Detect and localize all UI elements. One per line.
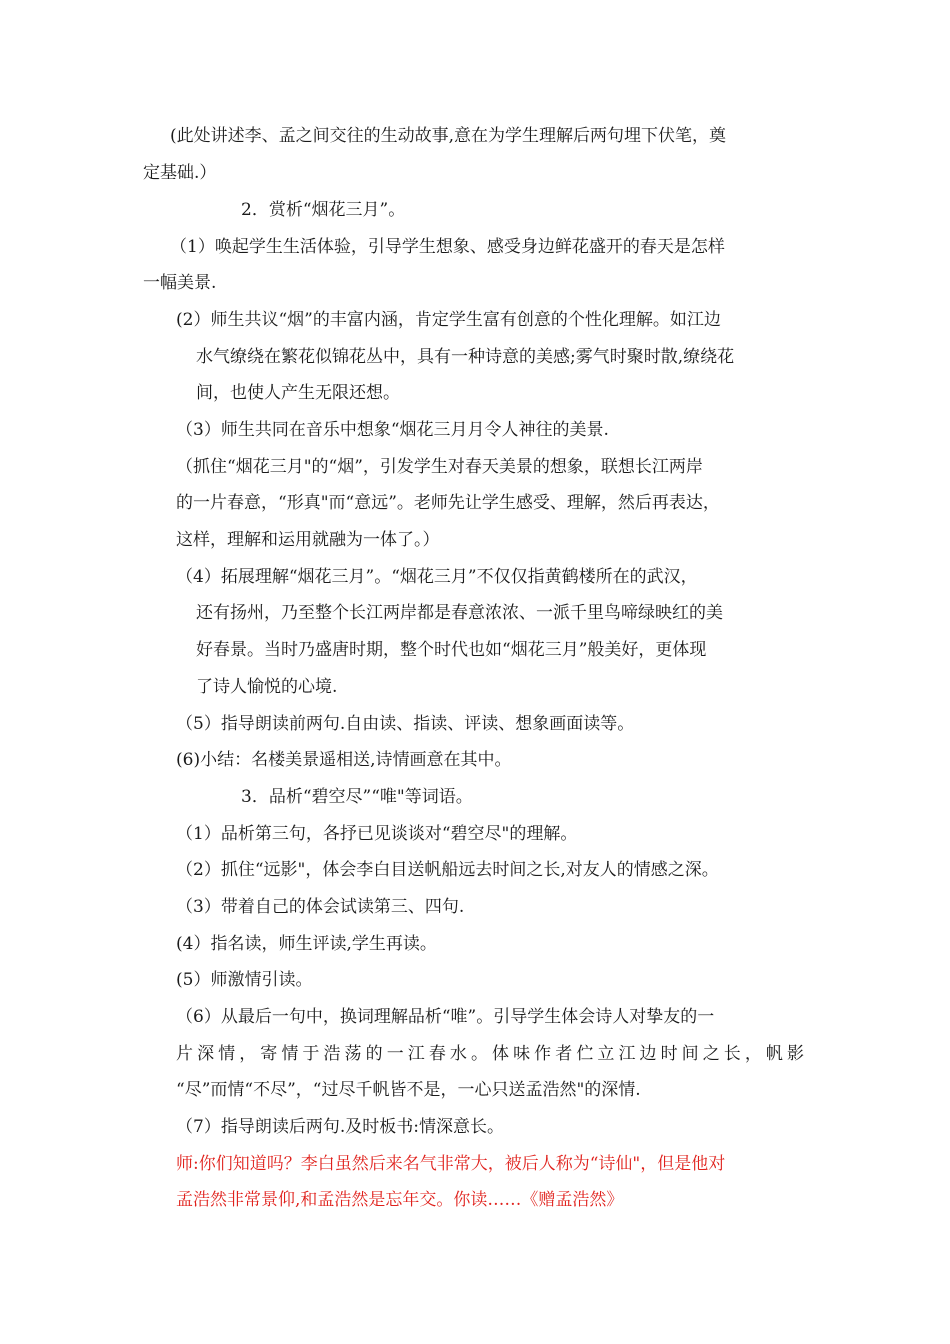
- text-line: (此处讲述李、孟之间交往的生动故事,意在为学生理解后两句埋下伏笔，奠: [170, 126, 727, 146]
- text-line: （1）唤起学生生活体验，引导学生想象、感受身边鲜花盛开的春天是怎样: [170, 237, 725, 257]
- text-line: “尽”而情“不尽”，“过尽千帆皆不是，一心只送孟浩然"的深情.: [176, 1080, 641, 1100]
- text-line: (6)小结：名楼美景遥相送,诗情画意在其中。: [176, 750, 512, 770]
- text-line: （2）抓住“远影"，体会李白目送帆船远去时间之长,对友人的情感之深。: [176, 860, 719, 880]
- text-line: (4）指名读，师生评读,学生再读。: [176, 934, 437, 954]
- text-line: 一幅美景.: [143, 273, 217, 293]
- text-line: 定基础.）: [143, 163, 217, 183]
- section-heading: 2．赏析“烟花三月”。: [241, 200, 406, 220]
- text-line: (2）师生共议“烟”的丰富内涵，肯定学生富有创意的个性化理解。如江边: [176, 310, 721, 330]
- text-line: 的一片春意，“形真"而“意远”。老师先让学生感受、理解，然后再表达，: [176, 493, 720, 513]
- teacher-remark-line: 师:你们知道吗？李白虽然后来名气非常大，被后人称为“诗仙"，但是他对: [176, 1154, 726, 1174]
- text-line: （1）品析第三句，各抒已见谈谈对“碧空尽"的理解。: [176, 824, 578, 844]
- text-line: 水气缭绕在繁花似锦花丛中，具有一种诗意的美感;雾气时聚时散,缭绕花: [196, 347, 735, 367]
- text-line: 片深情，寄情于浩荡的一江春水。体味作者伫立江边时间之长，帆影: [176, 1044, 804, 1064]
- teacher-remark-line: 孟浩然非常景仰,和孟浩然是忘年交。你读……《赠孟浩然》: [176, 1190, 624, 1210]
- text-line: （6）从最后一句中，换词理解品析“唯”。引导学生体会诗人对挚友的一: [176, 1007, 715, 1027]
- text-line: （3）师生共同在音乐中想象“烟花三月月令人神往的美景.: [176, 420, 609, 440]
- text-line: 间，也使人产生无限还想。: [196, 383, 400, 403]
- section-heading: 3．品析“碧空尽”“唯"等词语。: [241, 787, 473, 807]
- text-line: （4）拓展理解“烟花三月”。“烟花三月”不仅仅指黄鹤楼所在的武汉，: [176, 567, 698, 587]
- text-line: （抓住“烟花三月"的“烟”，引发学生对春天美景的想象，联想长江两岸: [176, 457, 703, 477]
- text-line: 好春景。当时乃盛唐时期，整个时代也如“烟花三月”般美好，更体现: [196, 640, 707, 660]
- text-line: （5）指导朗读前两句.自由读、指读、评读、想象画面读等。: [176, 714, 635, 734]
- text-line: （7）指导朗读后两句.及时板书:情深意长。: [176, 1117, 504, 1137]
- text-line: (5）师激情引读。: [176, 970, 313, 990]
- text-line: 还有扬州，乃至整个长江两岸都是春意浓浓、一派千里鸟啼绿映红的美: [196, 603, 723, 623]
- text-line: 这样，理解和运用就融为一体了。）: [176, 530, 440, 550]
- text-line: 了诗人愉悦的心境.: [196, 677, 338, 697]
- text-line: （3）带着自己的体会试读第三、四句.: [176, 897, 465, 917]
